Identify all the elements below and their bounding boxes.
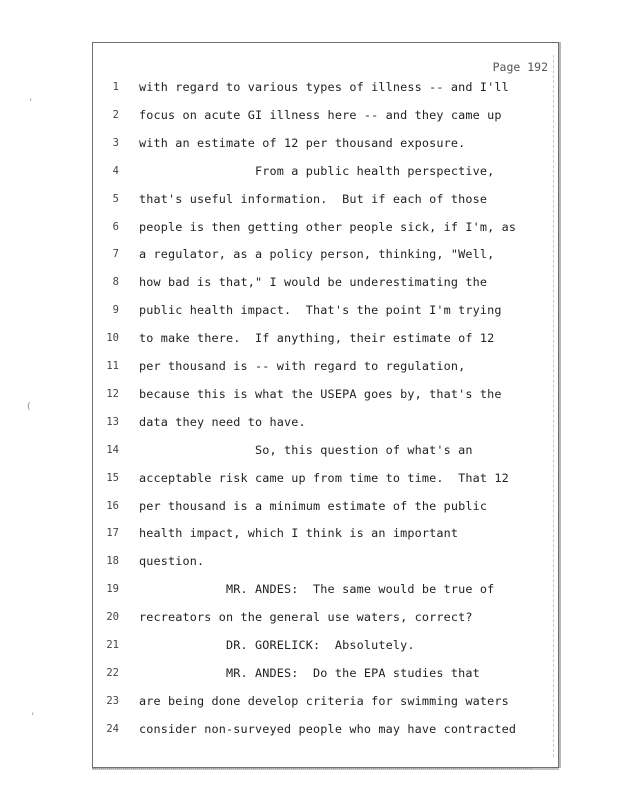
line-number: 22 — [106, 666, 119, 679]
line-number: 20 — [106, 611, 119, 624]
line-text: DR. GORELICK: Absolutely. — [139, 638, 415, 652]
transcript-line — [93, 547, 558, 575]
line-number: 7 — [112, 248, 119, 261]
line-number: 4 — [112, 164, 119, 177]
line-number: 12 — [106, 387, 119, 400]
left-margin-mark: ' — [30, 712, 36, 722]
line-number: 5 — [112, 192, 119, 205]
transcript-line — [93, 73, 558, 101]
line-number: 10 — [106, 332, 119, 345]
line-number: 8 — [112, 276, 119, 289]
line-text: per thousand is a minimum estimate of the public — [139, 498, 488, 513]
line-number: 16 — [106, 499, 119, 512]
line-text: data they need to have. — [139, 414, 306, 429]
transcript-line — [93, 715, 558, 743]
line-number: 17 — [106, 527, 119, 540]
line-text: with an estimate of 12 per thousand exposure. — [139, 135, 466, 150]
left-margin-mark: ' — [28, 98, 34, 108]
line-number: 18 — [106, 555, 119, 568]
transcript-line — [93, 157, 558, 185]
transcript-line — [93, 519, 558, 547]
transcript-line — [93, 129, 558, 157]
transcript-line — [93, 101, 558, 129]
line-number: 19 — [106, 583, 119, 596]
line-number: 9 — [112, 304, 119, 317]
line-text: health impact, which I think is an important — [139, 526, 459, 541]
transcript-line — [93, 352, 558, 380]
line-text: that's useful information. But if each of those — [139, 191, 488, 206]
line-text: public health impact. That's the point I'm trying — [139, 303, 502, 318]
transcript-line — [93, 213, 558, 241]
line-number: 6 — [112, 220, 119, 233]
line-number: 23 — [106, 694, 119, 707]
line-text: recreators on the general use waters, correct? — [139, 610, 473, 625]
page-number: Page 192 — [492, 60, 548, 74]
line-text: to make there. If anything, their estimate of 12 — [139, 331, 495, 346]
transcript-line — [93, 603, 558, 631]
transcript-line — [93, 408, 558, 436]
line-text: are being done develop criteria for swimming waters — [139, 693, 509, 708]
line-text: a regulator, as a policy person, thinking, "Well, — [139, 247, 495, 262]
transcript-page — [92, 42, 559, 768]
transcript-line — [93, 296, 558, 324]
transcript-line — [93, 436, 558, 464]
transcript-line — [93, 687, 558, 715]
transcript-line — [93, 268, 558, 296]
transcript-line — [93, 492, 558, 520]
line-number: 14 — [106, 443, 119, 456]
line-number: 21 — [106, 639, 119, 651]
line-text: acceptable risk came up from time to time. That 12 — [139, 470, 509, 485]
line-number: 2 — [112, 108, 119, 121]
line-text: From a public health perspective, — [139, 163, 495, 178]
line-text: MR. ANDES: The same would be true of — [139, 582, 495, 597]
left-margin-mark: ( — [26, 402, 32, 412]
transcript-line — [93, 380, 558, 408]
line-text: per thousand is -- with regard to regulation, — [139, 359, 466, 373]
transcript-line — [93, 324, 558, 352]
line-number: 24 — [106, 722, 119, 735]
line-text: focus on acute GI illness here -- and they came up — [139, 107, 502, 122]
line-text: consider non-surveyed people who may have contracted — [139, 721, 517, 736]
line-number: 15 — [106, 471, 119, 484]
line-text: question. — [139, 554, 205, 569]
transcript-line — [93, 631, 558, 659]
line-number: 11 — [106, 360, 119, 372]
line-text: MR. ANDES: Do the EPA studies that — [139, 665, 480, 680]
line-number: 3 — [112, 136, 119, 149]
transcript-line — [93, 464, 558, 492]
page-bottom-edge — [92, 766, 532, 769]
transcript-line — [93, 659, 558, 687]
line-number: 13 — [106, 415, 119, 428]
line-number: 1 — [112, 81, 119, 93]
line-text: because this is what the USEPA goes by, that's the — [139, 386, 502, 401]
transcript-line — [93, 185, 558, 213]
line-text: with regard to various types of illness -- and I'll — [139, 80, 509, 94]
transcript-line — [93, 575, 558, 603]
line-text: how bad is that," I would be underestimating the — [139, 275, 488, 290]
line-text: So, this question of what's an — [139, 442, 473, 457]
line-text: people is then getting other people sick, if I'm, as — [139, 219, 517, 234]
transcript-line — [93, 240, 558, 268]
